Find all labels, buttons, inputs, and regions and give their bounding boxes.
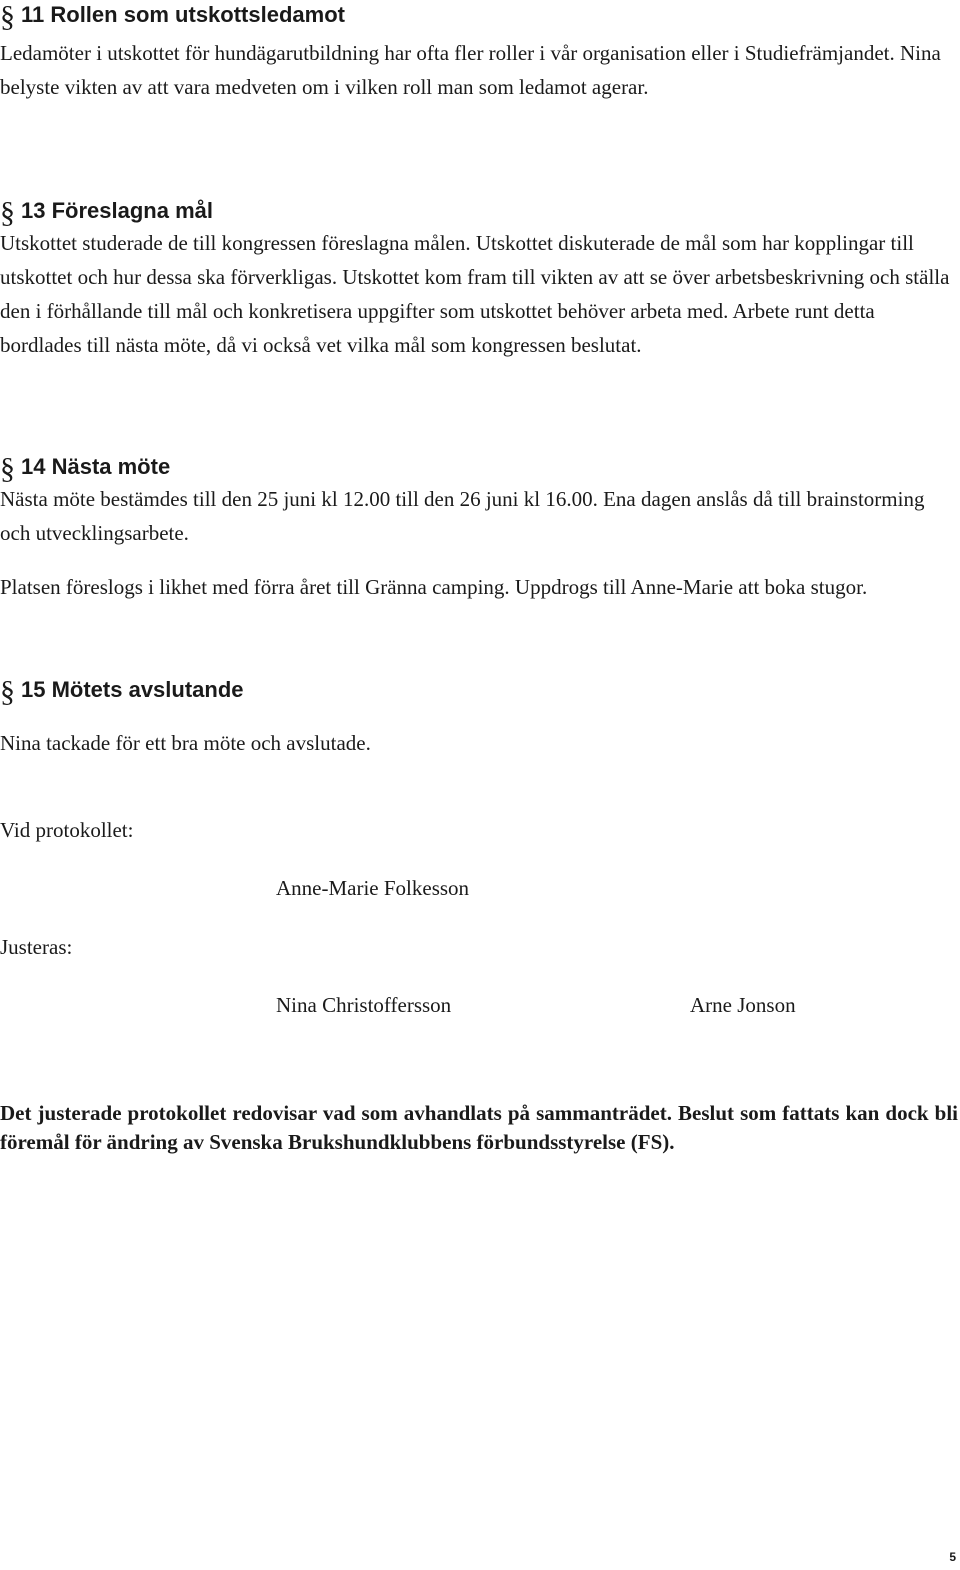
- adjuster-1-name: Nina Christoffersson: [276, 993, 452, 1017]
- section-title: 14 Nästa möte: [21, 454, 171, 479]
- section-symbol: §: [0, 196, 15, 229]
- minutes-label: Vid protokollet:: [0, 818, 134, 842]
- disclaimer: Det justerade protokollet redovisar vad som avhandlats på sammanträdet. Beslut som fattats kan dock bli föremål för ändring av Svenska Brukshundklubbens förbundsstyrelse (FS).: [0, 1101, 958, 1154]
- section-symbol: §: [0, 675, 15, 708]
- section-symbol: §: [0, 0, 15, 33]
- section-title: 13 Föreslagna mål: [21, 198, 213, 223]
- section-11-paragraph: Ledamöter i utskottet för hundägarutbildning har ofta fler roller i vår organisation eller i Studiefrämjandet. Nina belyste vikten av att vara medveten om i vilken roll man som ledamot agerar.: [0, 41, 941, 99]
- section-14-paragraph-2: Platsen föreslogs i likhet med förra året till Gränna camping. Uppdrogs till Anne-Marie att boka stugor.: [0, 575, 868, 599]
- section-13-paragraph: Utskottet studerade de till kongressen föreslagna målen. Utskottet diskuterade de mål som har kopplingar till utskottet och hur dessa ska förverkligas. Utskottet kom fram till vikten av att se över arbetsbeskrivning och ställa den i förhållande till mål och konkretisera uppgifter som utskottet behöver arbeta med. Arbete runt detta bordlades till nästa möte, då vi också vet vilka mål som kongressen beslutat.: [0, 231, 950, 357]
- section-15-paragraph: Nina tackade för ett bra möte och avslutade.: [0, 731, 371, 755]
- secretary-name: Anne-Marie Folkesson: [276, 876, 470, 900]
- section-title: 11 Rollen som utskottsledamot: [21, 2, 345, 27]
- section-heading-14: [0, 452, 171, 485]
- section-title: 15 Mötets avslutande: [21, 677, 244, 702]
- section-heading-13: [0, 196, 213, 229]
- adjusted-label: Justeras:: [0, 935, 73, 959]
- section-heading-11: [0, 0, 345, 33]
- page-number: 5: [949, 1550, 956, 1564]
- section-heading-15: [0, 675, 244, 708]
- adjuster-2-name: Arne Jonson: [690, 993, 796, 1017]
- section-symbol: §: [0, 452, 15, 485]
- section-14-paragraph-1: Nästa möte bestämdes till den 25 juni kl 12.00 till den 26 juni kl 16.00. Ena dagen anslås då till brainstorming och utvecklingsarbete.: [0, 487, 925, 545]
